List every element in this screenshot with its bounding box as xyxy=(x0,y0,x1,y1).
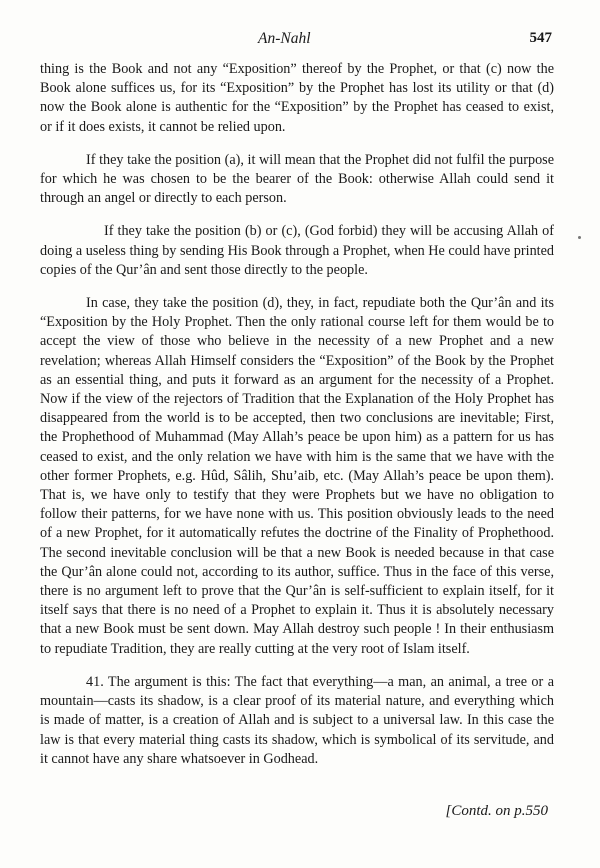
paragraph-position-b-c: If they take the position (b) or (c), (God forbid) they will be accusing Allah of doing a useless thing by sending His Book through a Prophet, when He could have printed copies of the Qur’ân and sent those directly to the people. xyxy=(40,223,554,278)
paragraph-position-d: In case, they take the position (d), they, in fact, repudiate both the Qur’ân and its “Exposition by the Holy Prophet. Then the only rational course left for them would be to accept the view of those who believe in the necessity of a new Prophet and a new revelation; whereas Allah Himself considers the “Exposition” of the Book by the Prophet as an essential thing, and puts it forward as an argument for the necessity of a Prophet. Now if the view of the rejectors of Tradition that the Explanation of the Holy Prophet has disappeared from the world is to be accepted, then two conclusions are inevitable; First, the Prophethood of Muhammad (May Allah’s peace be upon him) as a pattern for us has ceased to exist, and the only relation we have with him is the same that we have with the other former Prophets, e.g. Hûd, Sâlih, Shu’aib, etc. (May Allah’s peace be upon them). That is, we have only to testify that they were Prophets but we have no obligation to follow their patterns, for we have none with us. This position obviously leads to the need of a new Prophet, for it automatically refutes the doctrine of the Finality of Prophethood. The second inevitable conclusion will be that a new Book is needed because in that case the Qur’ân alone could not, according to its author, suffice. Thus in the face of this verse, there is no argument left to prove that the Qur’ân is self-sufficient to explain itself, for it itself says that there is no need of a Prophet to explain it. Thus it is absolutely necessary that a new Book must be sent down. May Allah destroy such people ! In their enthusiasm to repudiate Tradition, they are really cutting at the very root of Islam itself. xyxy=(40,295,554,657)
page-number: 547 xyxy=(529,30,552,46)
page-header xyxy=(40,30,552,54)
margin-mark xyxy=(578,236,581,239)
paragraph-continuation: thing is the Book and not any “Exposition” thereof by the Prophet, or that (c) now the Book alone suffices us, for its “Exposition” by the Prophet has lost its utility or that (d) now the Book alone is authentic for the “Exposition” by the Prophet has ceased to exist, or if it does exists, it cannot be relied upon. xyxy=(40,61,554,135)
page-body xyxy=(40,60,554,783)
paragraph-position-a: If they take the position (a), it will mean that the Prophet did not fulfil the purpose for which he was chosen to be the bearer of the Book: otherwise Allah could send it through an angel or directly to each person. xyxy=(40,151,554,207)
paragraph-note-41: 41. The argument is this: The fact that everything—a man, an animal, a tree or a mountain—casts its shadow, is a clear proof of its material nature, and everything which is made of matter, is a creation of Allah and is subject to a universal law. In this case the law is that every material thing casts its shadow, which is symbolical of its servitude, and it cannot have any share whatsoever in Godhead. xyxy=(40,673,554,767)
running-head: An-Nahl xyxy=(258,30,311,47)
continuation-note: [Contd. on p.550 xyxy=(445,803,548,819)
